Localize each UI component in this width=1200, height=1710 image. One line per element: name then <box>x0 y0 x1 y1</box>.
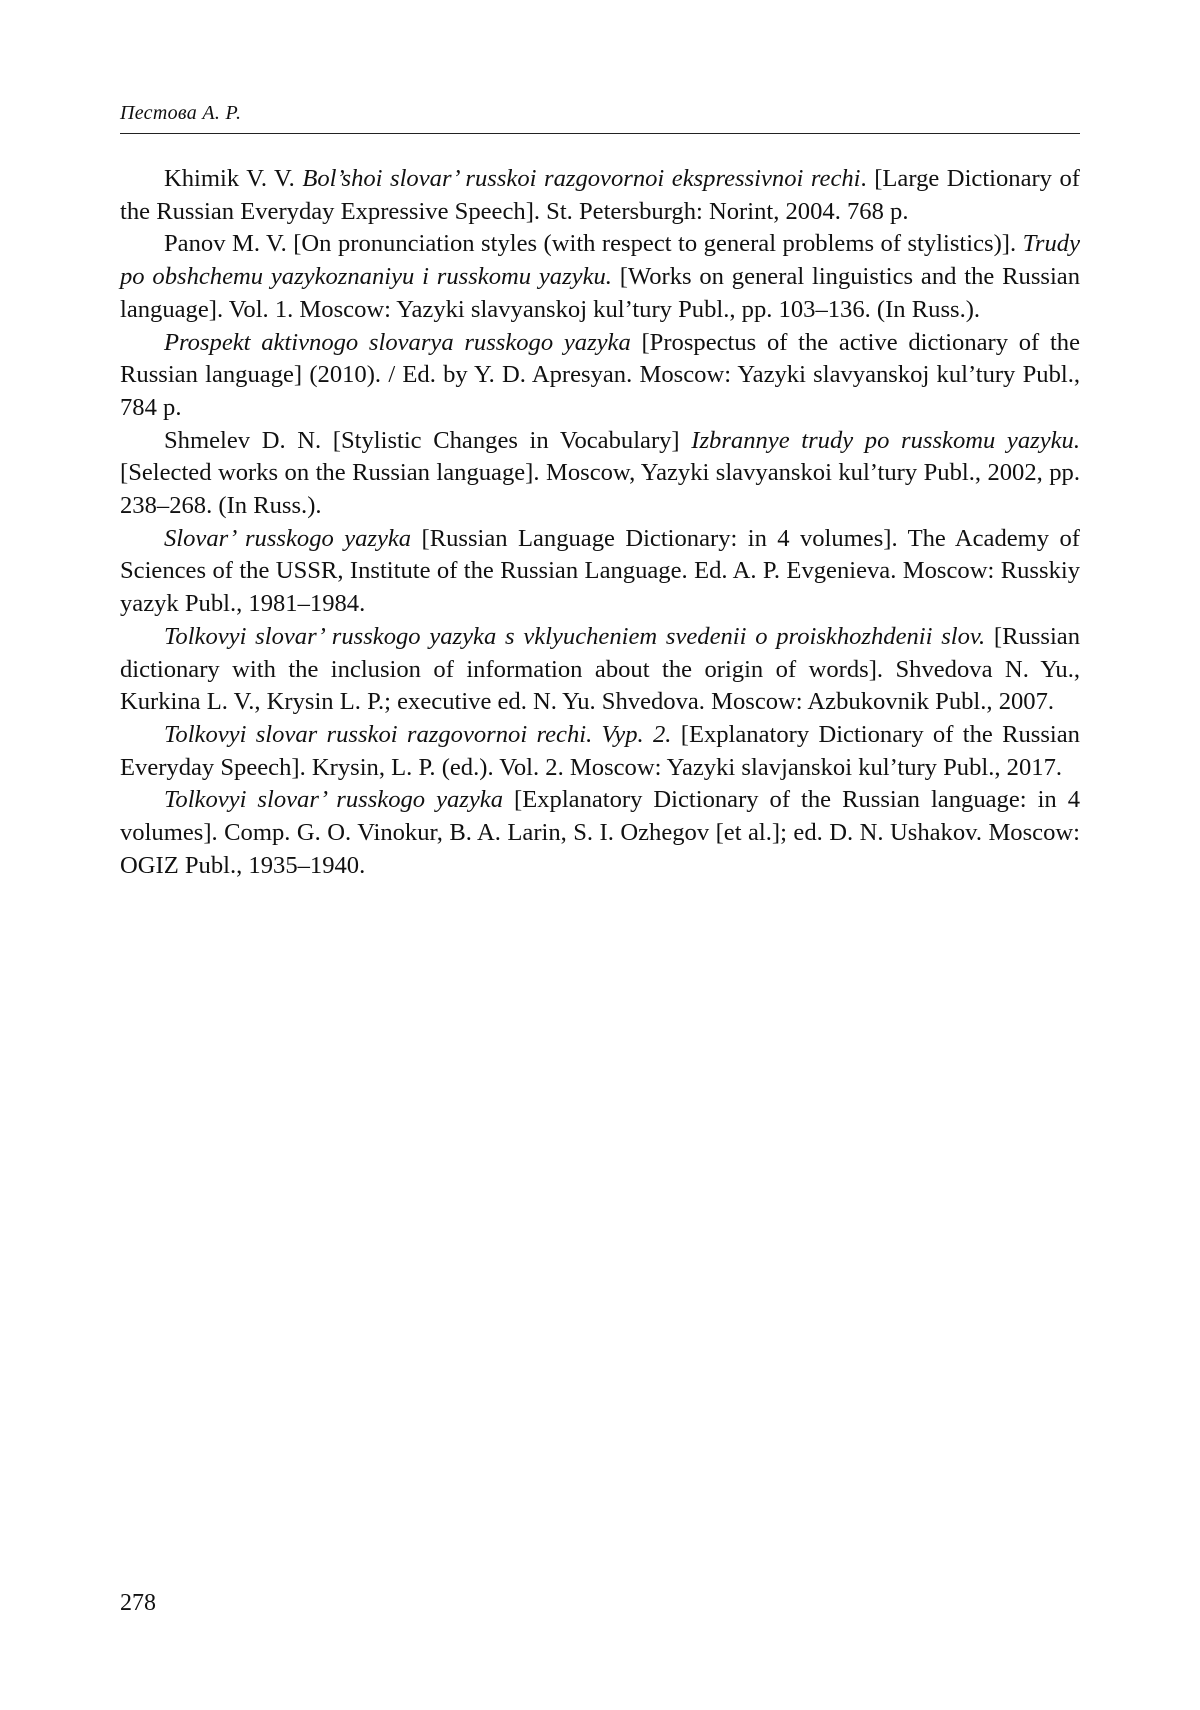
running-head-author: Пестова А. Р. <box>120 102 242 124</box>
reference-text: [Selected works on the Russian language]. Moscow, Yazyki slavyanskoi kul’tury Publ., 2002, pp. 238–268. (In Russ.). <box>120 459 1080 520</box>
reference-text: [Prospectus of the active dictionary of the Russian language] (2010). / Ed. by Y. D. Apresyan. Moscow: Yazyki slavyanskoj kul’tury Publ., 784 p. <box>120 328 1081 421</box>
reference-item <box>120 425 1080 523</box>
reference-title: Trudy po obshchemu yazykoznaniyu i russkomu yazyku. <box>120 230 1080 291</box>
reference-title: Tolkovyi slovar russkoi razgovornoi rechi. Vyp. 2. <box>164 720 672 748</box>
reference-text: [Russian dictionary with the inclusion of information about the origin of words]. Shvedova N. Yu., Kurkina L. V., Krysin L. P.; executive ed. N. Yu. Shvedova. Moscow: Azbukovnik Publ., 2007. <box>120 622 1080 716</box>
page-number: 278 <box>120 1590 156 1616</box>
reference-title: Prospekt aktivnogo slovarya russkogo yazyka <box>164 328 631 356</box>
reference-title: Slovar’ russkogo yazyka <box>164 524 412 552</box>
reference-item <box>120 784 1080 882</box>
reference-item <box>120 523 1080 621</box>
reference-text: [Russian Language Dictionary: in 4 volumes]. The Academy of Sciences of the USSR, Institute of the Russian Language. Ed. A. P. Evgenieva. Moscow: Russkiy yazyk Publ., 1981–1984. <box>120 524 1080 618</box>
reference-text: . [Large Dictionary of the Russian Everyday Expressive Speech]. St. Petersburgh: Norint, 2004. 768 p. <box>120 165 1080 225</box>
running-head <box>120 100 1080 134</box>
reference-text: [Explanatory Dictionary of the Russian Everyday Speech]. Krysin, L. P. (ed.). Vol. 2. Moscow: Yazyki slavjanskoi kul’tury Publ., 2017. <box>120 720 1080 781</box>
reference-text: Panov M. V. [On pronunciation styles (with respect to general problems of stylistics)]. <box>164 230 1023 258</box>
reference-item <box>120 621 1080 719</box>
reference-text: Khimik V. V. <box>164 165 303 192</box>
reference-title: Tolkovyi slovar’ russkogo yazyka s vklyucheniem svedenii o proiskhozhdenii slov. <box>164 622 986 650</box>
reference-text: [Works on general linguistics and the Russian language]. Vol. 1. Moscow: Yazyki slavyanskoj kul’tury Publ., pp. 103–136. (In Russ.). <box>120 263 1081 323</box>
reference-item <box>120 327 1080 425</box>
reference-title: Izbrannye trudy po russkomu yazyku. <box>691 426 1080 454</box>
reference-title: Bol’shoi slovar’ russkoi razgovornoi ekspressivnoi rechi <box>302 165 861 192</box>
reference-text: [Explanatory Dictionary of the Russian language: in 4 volumes]. Comp. G. O. Vinokur, B. A. Larin, S. I. Ozhegov [et al.]; ed. D. N. Ushakov. Moscow: OGIZ Publ., 1935–1940. <box>120 786 1080 879</box>
reference-title: Tolkovyi slovar’ russkogo yazyka <box>164 786 504 814</box>
reference-text: Shmelev D. N. [Stylistic Changes in Vocabulary] <box>164 426 692 454</box>
reference-item <box>120 719 1080 784</box>
reference-list <box>120 163 1080 882</box>
reference-item <box>120 228 1080 326</box>
reference-item <box>120 163 1080 228</box>
